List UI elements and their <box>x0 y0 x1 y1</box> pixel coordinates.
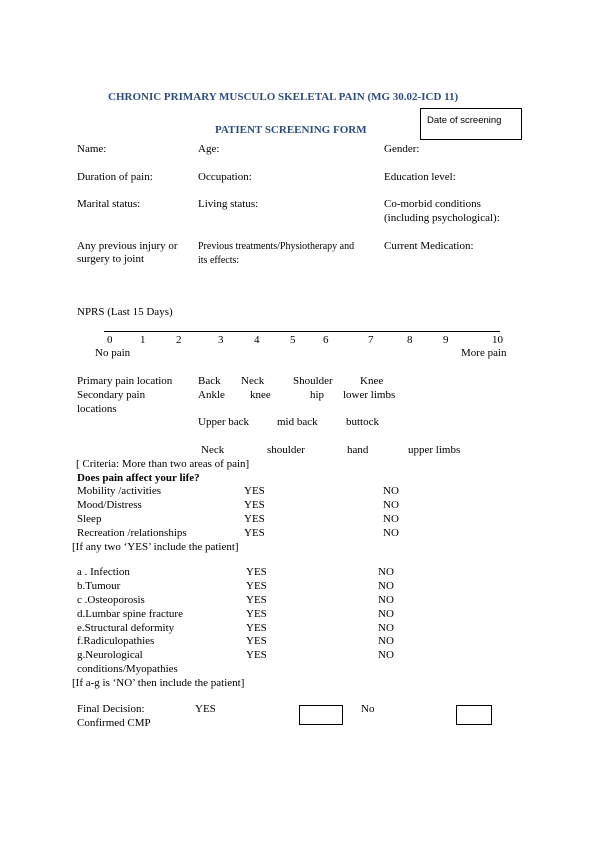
life-effect-note: [If any two ‘YES’ include the patient] <box>72 541 239 553</box>
nprs-tick-10[interactable]: 10 <box>492 334 503 346</box>
medication-field-label: Current Medication: <box>384 240 474 252</box>
date-of-screening-label: Date of screening <box>427 115 502 126</box>
treatments-field-label-line2: its effects: <box>198 255 240 266</box>
criteria-note: [ Criteria: More than two areas of pain] <box>76 458 250 470</box>
location-hip[interactable]: hip <box>310 389 325 401</box>
location-lower-limbs[interactable]: lower limbs <box>343 389 396 401</box>
date-of-screening-box[interactable] <box>420 108 522 140</box>
exclusion-note: [If a-g is ‘NO’ then include the patient] <box>72 677 245 689</box>
life-effect-label-mobility: Mobility /activities <box>77 485 162 497</box>
exclusion-no-option[interactable]: NO <box>378 635 394 647</box>
exclusion-yes-option[interactable]: YES <box>246 622 267 634</box>
form-title: CHRONIC PRIMARY MUSCULO SKELETAL PAIN (MG 30.02-ICD 11) <box>108 91 459 103</box>
life-effect-no-option[interactable]: NO <box>383 527 399 539</box>
life-effect-no-option[interactable]: NO <box>383 485 399 497</box>
exclusion-label-structural-deformity: e.Structural deformity <box>77 622 175 634</box>
location-hand[interactable]: hand <box>347 444 369 456</box>
exclusion-no-option[interactable]: NO <box>378 622 394 634</box>
exclusion-label-radiculopathies: f.Radiculopathies <box>77 635 155 647</box>
gender-field-label: Gender: <box>384 143 420 155</box>
final-decision-label-line1: Final Decision: <box>77 703 145 715</box>
nprs-tick-4[interactable]: 4 <box>254 334 260 346</box>
treatments-field-label-line1: Previous treatments/Physiotherapy and <box>198 241 355 252</box>
nprs-tick-6[interactable]: 6 <box>323 334 329 346</box>
location-back[interactable]: Back <box>198 375 221 387</box>
nprs-tick-3[interactable]: 3 <box>218 334 224 346</box>
duration-field-label: Duration of pain: <box>77 171 153 183</box>
exclusion-yes-option[interactable]: YES <box>246 608 267 620</box>
location-shoulder[interactable]: Shoulder <box>293 375 333 387</box>
nprs-tick-7[interactable]: 7 <box>368 334 374 346</box>
exclusion-no-option[interactable]: NO <box>378 649 394 661</box>
injury-field-label-line1: Any previous injury or <box>77 240 178 252</box>
nprs-more-pain-label: More pain <box>461 347 507 359</box>
name-field-label: Name: <box>77 143 107 155</box>
exclusion-no-option[interactable]: NO <box>378 566 394 578</box>
form-subtitle: PATIENT SCREENING FORM <box>215 124 367 136</box>
secondary-pain-location-label-line2: locations <box>77 403 117 415</box>
nprs-scale-line <box>104 331 500 332</box>
exclusion-label-osteoporosis: c .Osteoporosis <box>77 594 145 606</box>
location-knee[interactable]: Knee <box>360 375 384 387</box>
comorbid-field-label-line1: Co-morbid conditions <box>384 198 481 210</box>
occupation-field-label: Occupation: <box>198 171 252 183</box>
location-buttock[interactable]: buttock <box>346 416 379 428</box>
location-knee-secondary[interactable]: knee <box>250 389 271 401</box>
life-effect-label-sleep: Sleep <box>77 513 102 525</box>
nprs-no-pain-label: No pain <box>95 347 131 359</box>
nprs-label: NPRS (Last 15 Days) <box>77 306 173 318</box>
location-upper-back[interactable]: Upper back <box>198 416 250 428</box>
nprs-tick-2[interactable]: 2 <box>176 334 182 346</box>
location-neck-secondary[interactable]: Neck <box>201 444 225 456</box>
life-effect-label-recreation: Recreation /relationships <box>77 527 187 539</box>
injury-field-label-line2: surgery to joint <box>77 253 145 265</box>
exclusion-label-neurological: g.Neurological <box>77 649 143 661</box>
education-field-label: Education level: <box>384 171 456 183</box>
age-field-label: Age: <box>198 143 220 155</box>
location-neck[interactable]: Neck <box>241 375 265 387</box>
nprs-tick-8[interactable]: 8 <box>407 334 413 346</box>
nprs-tick-0[interactable]: 0 <box>107 334 113 346</box>
final-no-label: No <box>361 703 375 715</box>
living-field-label: Living status: <box>198 198 259 210</box>
life-effect-no-option[interactable]: NO <box>383 499 399 511</box>
comorbid-field-label-line2: (including psychological): <box>384 212 500 224</box>
nprs-tick-9[interactable]: 9 <box>443 334 449 346</box>
location-shoulder-secondary[interactable]: shoulder <box>267 444 305 456</box>
secondary-pain-location-label-line1: Secondary pain <box>77 389 146 401</box>
location-upper-limbs[interactable]: upper limbs <box>408 444 461 456</box>
final-decision-label-line2: Confirmed CMP <box>77 717 151 729</box>
nprs-tick-5[interactable]: 5 <box>290 334 296 346</box>
life-effect-heading: Does pain affect your life? <box>77 472 200 484</box>
exclusion-no-option[interactable]: NO <box>378 608 394 620</box>
life-effect-label-mood: Mood/Distress <box>77 499 142 511</box>
final-yes-label: YES <box>195 703 216 715</box>
life-effect-yes-option[interactable]: YES <box>244 527 265 539</box>
exclusion-label-infection: a . Infection <box>77 566 130 578</box>
location-mid-back[interactable]: mid back <box>277 416 318 428</box>
life-effect-yes-option[interactable]: YES <box>244 485 265 497</box>
exclusion-no-option[interactable]: NO <box>378 580 394 592</box>
exclusion-yes-option[interactable]: YES <box>246 566 267 578</box>
exclusion-yes-option[interactable]: YES <box>246 649 267 661</box>
exclusion-label-lumbar-fracture: d.Lumbar spine fracture <box>77 608 183 620</box>
exclusion-yes-option[interactable]: YES <box>246 635 267 647</box>
final-yes-checkbox[interactable] <box>299 705 343 725</box>
nprs-tick-1[interactable]: 1 <box>140 334 146 346</box>
exclusion-label-neurological-continued: conditions/Myopathies <box>77 663 178 675</box>
exclusion-yes-option[interactable]: YES <box>246 594 267 606</box>
life-effect-yes-option[interactable]: YES <box>244 499 265 511</box>
primary-pain-location-label: Primary pain location <box>77 375 173 387</box>
exclusion-label-tumour: b.Tumour <box>77 580 121 592</box>
life-effect-yes-option[interactable]: YES <box>244 513 265 525</box>
final-no-checkbox[interactable] <box>456 705 492 725</box>
location-ankle[interactable]: Ankle <box>198 389 225 401</box>
exclusion-no-option[interactable]: NO <box>378 594 394 606</box>
life-effect-no-option[interactable]: NO <box>383 513 399 525</box>
exclusion-yes-option[interactable]: YES <box>246 580 267 592</box>
marital-field-label: Marital status: <box>77 198 141 210</box>
